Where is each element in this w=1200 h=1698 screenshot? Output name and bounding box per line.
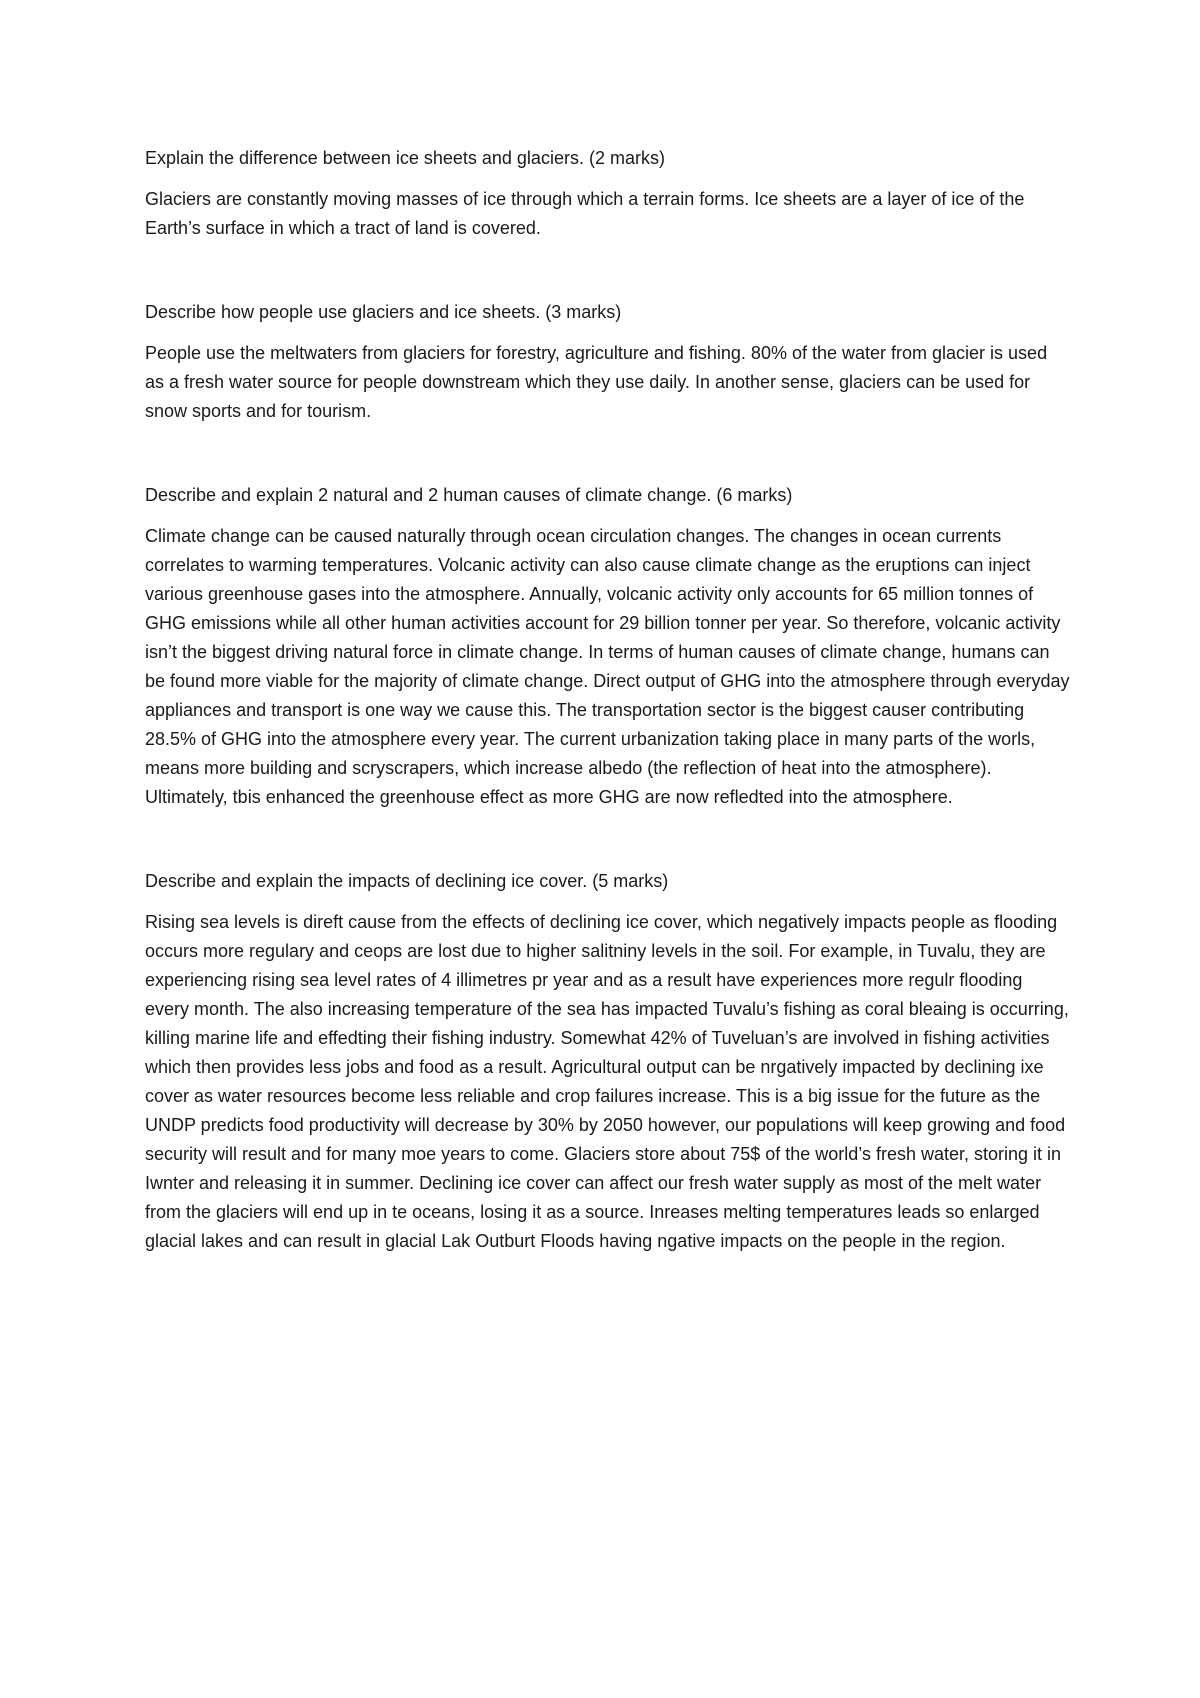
question-heading: Describe and explain the impacts of declining ice cover. (5 marks) [145, 871, 669, 891]
answer-paragraph: Glaciers are constantly moving masses of ice through which a terrain forms. Ice sheets are a layer of ice of the Earth’s surface in which a tract of land is covered. [145, 189, 1025, 238]
document-body [145, 144, 1070, 1256]
section-declining-ice-cover [145, 867, 1070, 1256]
answer-paragraph: Climate change can be caused naturally through ocean circulation changes. The changes in ocean currents correlates to warming temperatures. Volcanic activity can also cause climate change as the eruptions can inject various greenhouse gases into the atmosphere. Annually, volcanic activity only accounts for 65 million tonnes of GHG emissions while all other human activities account for 29 billion tonner per year. So therefore, volcanic activity isn’t the biggest driving natural force in climate change. In terms of human causes of climate change, humans can be found more viable for the majority of climate change. Direct output of GHG into the atmosphere through everyday appliances and transport is one way we cause this. The transportation sector is the biggest causer contributing 28.5% of GHG into the atmosphere every year. The current urbanization taking place in many parts of the worls, means more building and scryscrapers, which increase albedo (the reflection of heat into the atmosphere). Ultimately, tbis enhanced the greenhouse effect as more GHG are now refledted into the atmosphere. [145, 526, 1070, 807]
section-spacer [145, 426, 1070, 481]
question-heading: Describe and explain 2 natural and 2 human causes of climate change. (6 marks) [145, 485, 793, 505]
answer-paragraph: People use the meltwaters from glaciers for forestry, agriculture and fishing. 80% of the water from glacier is used as a fresh water source for people downstream which they use daily. In another sense, glaciers can be used for snow sports and for tourism. [145, 343, 1048, 421]
section-causes-climate-change [145, 481, 1070, 812]
question-heading: Explain the difference between ice sheets and glaciers. (2 marks) [145, 148, 665, 168]
answer-paragraph: Rising sea levels is direft cause from the effects of declining ice cover, which negatively impacts people as flooding occurs more regulary and ceops are lost due to higher salitniny levels in the soil. For example, in Tuvalu, they are experiencing rising sea level rates of 4 illimetres pr year and as a result have experiences more regulr flooding every month. The also increasing temperature of the sea has impacted Tuvalu’s fishing as coral bleaing is occurring, killing marine life and effedting their fishing industry. Somewhat 42% of Tuveluan’s are involved in fishing activities which then provides less jobs and food as a result. Agricultural output can be nrgatively impacted by declining ixe cover as water resources become less reliable and crop failures increase. This is a big issue for the future as the UNDP predicts food productivity will decrease by 30% by 2050 however, our populations will keep growing and food security will result and for many moe years to come. Glaciers store about 75$ of the world’s fresh water, storing it in Iwnter and releasing it in summer. Declining ice cover can affect our fresh water supply as most of the melt water from the glaciers will end up in te oceans, losing it as a source. Inreases melting temperatures leads so enlarged glacial lakes and can result in glacial Lak Outburt Floods having ngative impacts on the people in the region. [145, 912, 1069, 1251]
question-heading: Describe how people use glaciers and ice sheets. (3 marks) [145, 302, 622, 322]
section-ice-sheets-vs-glaciers [145, 144, 1070, 243]
section-people-use-glaciers [145, 298, 1070, 426]
section-spacer [145, 243, 1070, 298]
section-spacer [145, 812, 1070, 867]
